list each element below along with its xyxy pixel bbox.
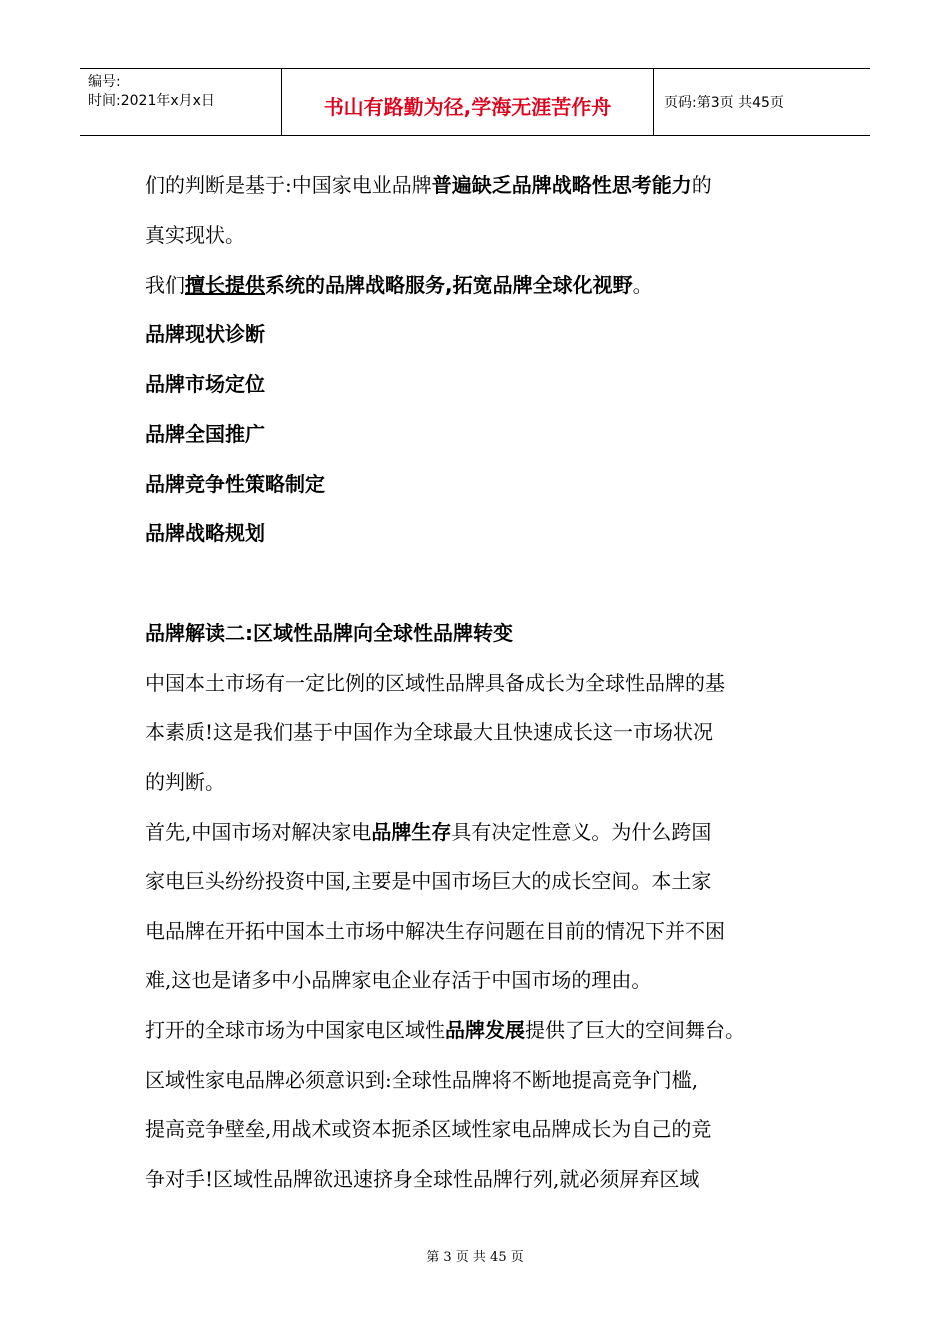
body-line-3 — [145, 271, 653, 299]
paragraph-line — [145, 818, 711, 846]
text-segment: 提供了巨大的空间舞台。 — [525, 1018, 745, 1042]
paragraph-line: 电品牌在开拓中国本土市场中解决生存问题在目前的情况下并不困 — [145, 919, 725, 943]
paragraph-line: 难,这也是诸多中小品牌家电企业存活于中国市场的理由。 — [145, 968, 652, 992]
body-line-2: 真实现状。 — [145, 223, 245, 247]
bold-phrase: 品牌生存 — [371, 820, 452, 844]
bold-phrase: 品牌发展 — [445, 1018, 525, 1042]
text-segment: 首先,中国市场对解决家电 — [145, 820, 372, 844]
page-footer: 第 3 页 共 45 页 — [426, 1250, 524, 1265]
service-list-item: 品牌市场定位 — [145, 372, 265, 396]
service-list-item: 品牌现状诊断 — [145, 322, 265, 346]
section-heading: 品牌解读二:区域性品牌向全球性品牌转变 — [145, 621, 513, 645]
document-header — [80, 68, 870, 136]
paragraph-line: 本素质!这是我们基于中国作为全球最大且快速成长这一市场状况 — [145, 720, 714, 744]
paragraph-line: 区域性家电品牌必须意识到:全球性品牌将不断地提高竞争门槛, — [145, 1068, 699, 1092]
underlined-bold-phrase: 擅长提供 — [185, 273, 265, 297]
bold-phrase: 系统的品牌战略服务,拓宽品牌全球化视野 — [265, 273, 633, 297]
paragraph-line: 中国本土市场有一定比例的区域性品牌具备成长为全球性品牌的基 — [145, 671, 725, 695]
text-segment: 我们 — [145, 273, 185, 297]
text-segment: 。 — [632, 273, 653, 297]
service-list-item: 品牌竞争性策略制定 — [145, 472, 325, 496]
text-segment: 们的判断是基于:中国家电业品牌 — [145, 173, 432, 197]
service-list-item: 品牌战略规划 — [145, 521, 265, 545]
header-page-info: 页码:第3页 共45页 — [664, 95, 784, 111]
paragraph-line: 提高竞争壁垒,用战术或资本扼杀区域性家电品牌成长为自己的竞 — [145, 1117, 712, 1141]
paragraph-line: 争对手!区域性品牌欲迅速挤身全球性品牌行列,就必须屏弃区域 — [145, 1167, 700, 1191]
bold-phrase: 普遍缺乏品牌战略性思考能力 — [431, 173, 692, 197]
header-meta-cell — [80, 69, 282, 135]
header-motto: 书山有路勤为径,学海无涯苦作舟 — [323, 95, 612, 119]
text-segment: 具有决定性意义。为什么跨国 — [451, 820, 712, 844]
text-segment: 打开的全球市场为中国家电区域性 — [145, 1018, 445, 1042]
document-date-label: 时间:2021年x月x日 — [88, 93, 215, 109]
paragraph-line: 的判断。 — [145, 770, 225, 794]
paragraph-line: 家电巨头纷纷投资中国,主要是中国市场巨大的成长空间。本土家 — [145, 869, 712, 893]
body-line-1 — [145, 171, 712, 199]
header-page-cell — [654, 69, 870, 135]
document-number-label: 编号: — [88, 74, 121, 90]
header-motto-cell — [282, 69, 654, 135]
service-list-item: 品牌全国推广 — [145, 422, 265, 446]
paragraph-line — [145, 1016, 745, 1044]
text-segment: 的 — [691, 173, 712, 197]
